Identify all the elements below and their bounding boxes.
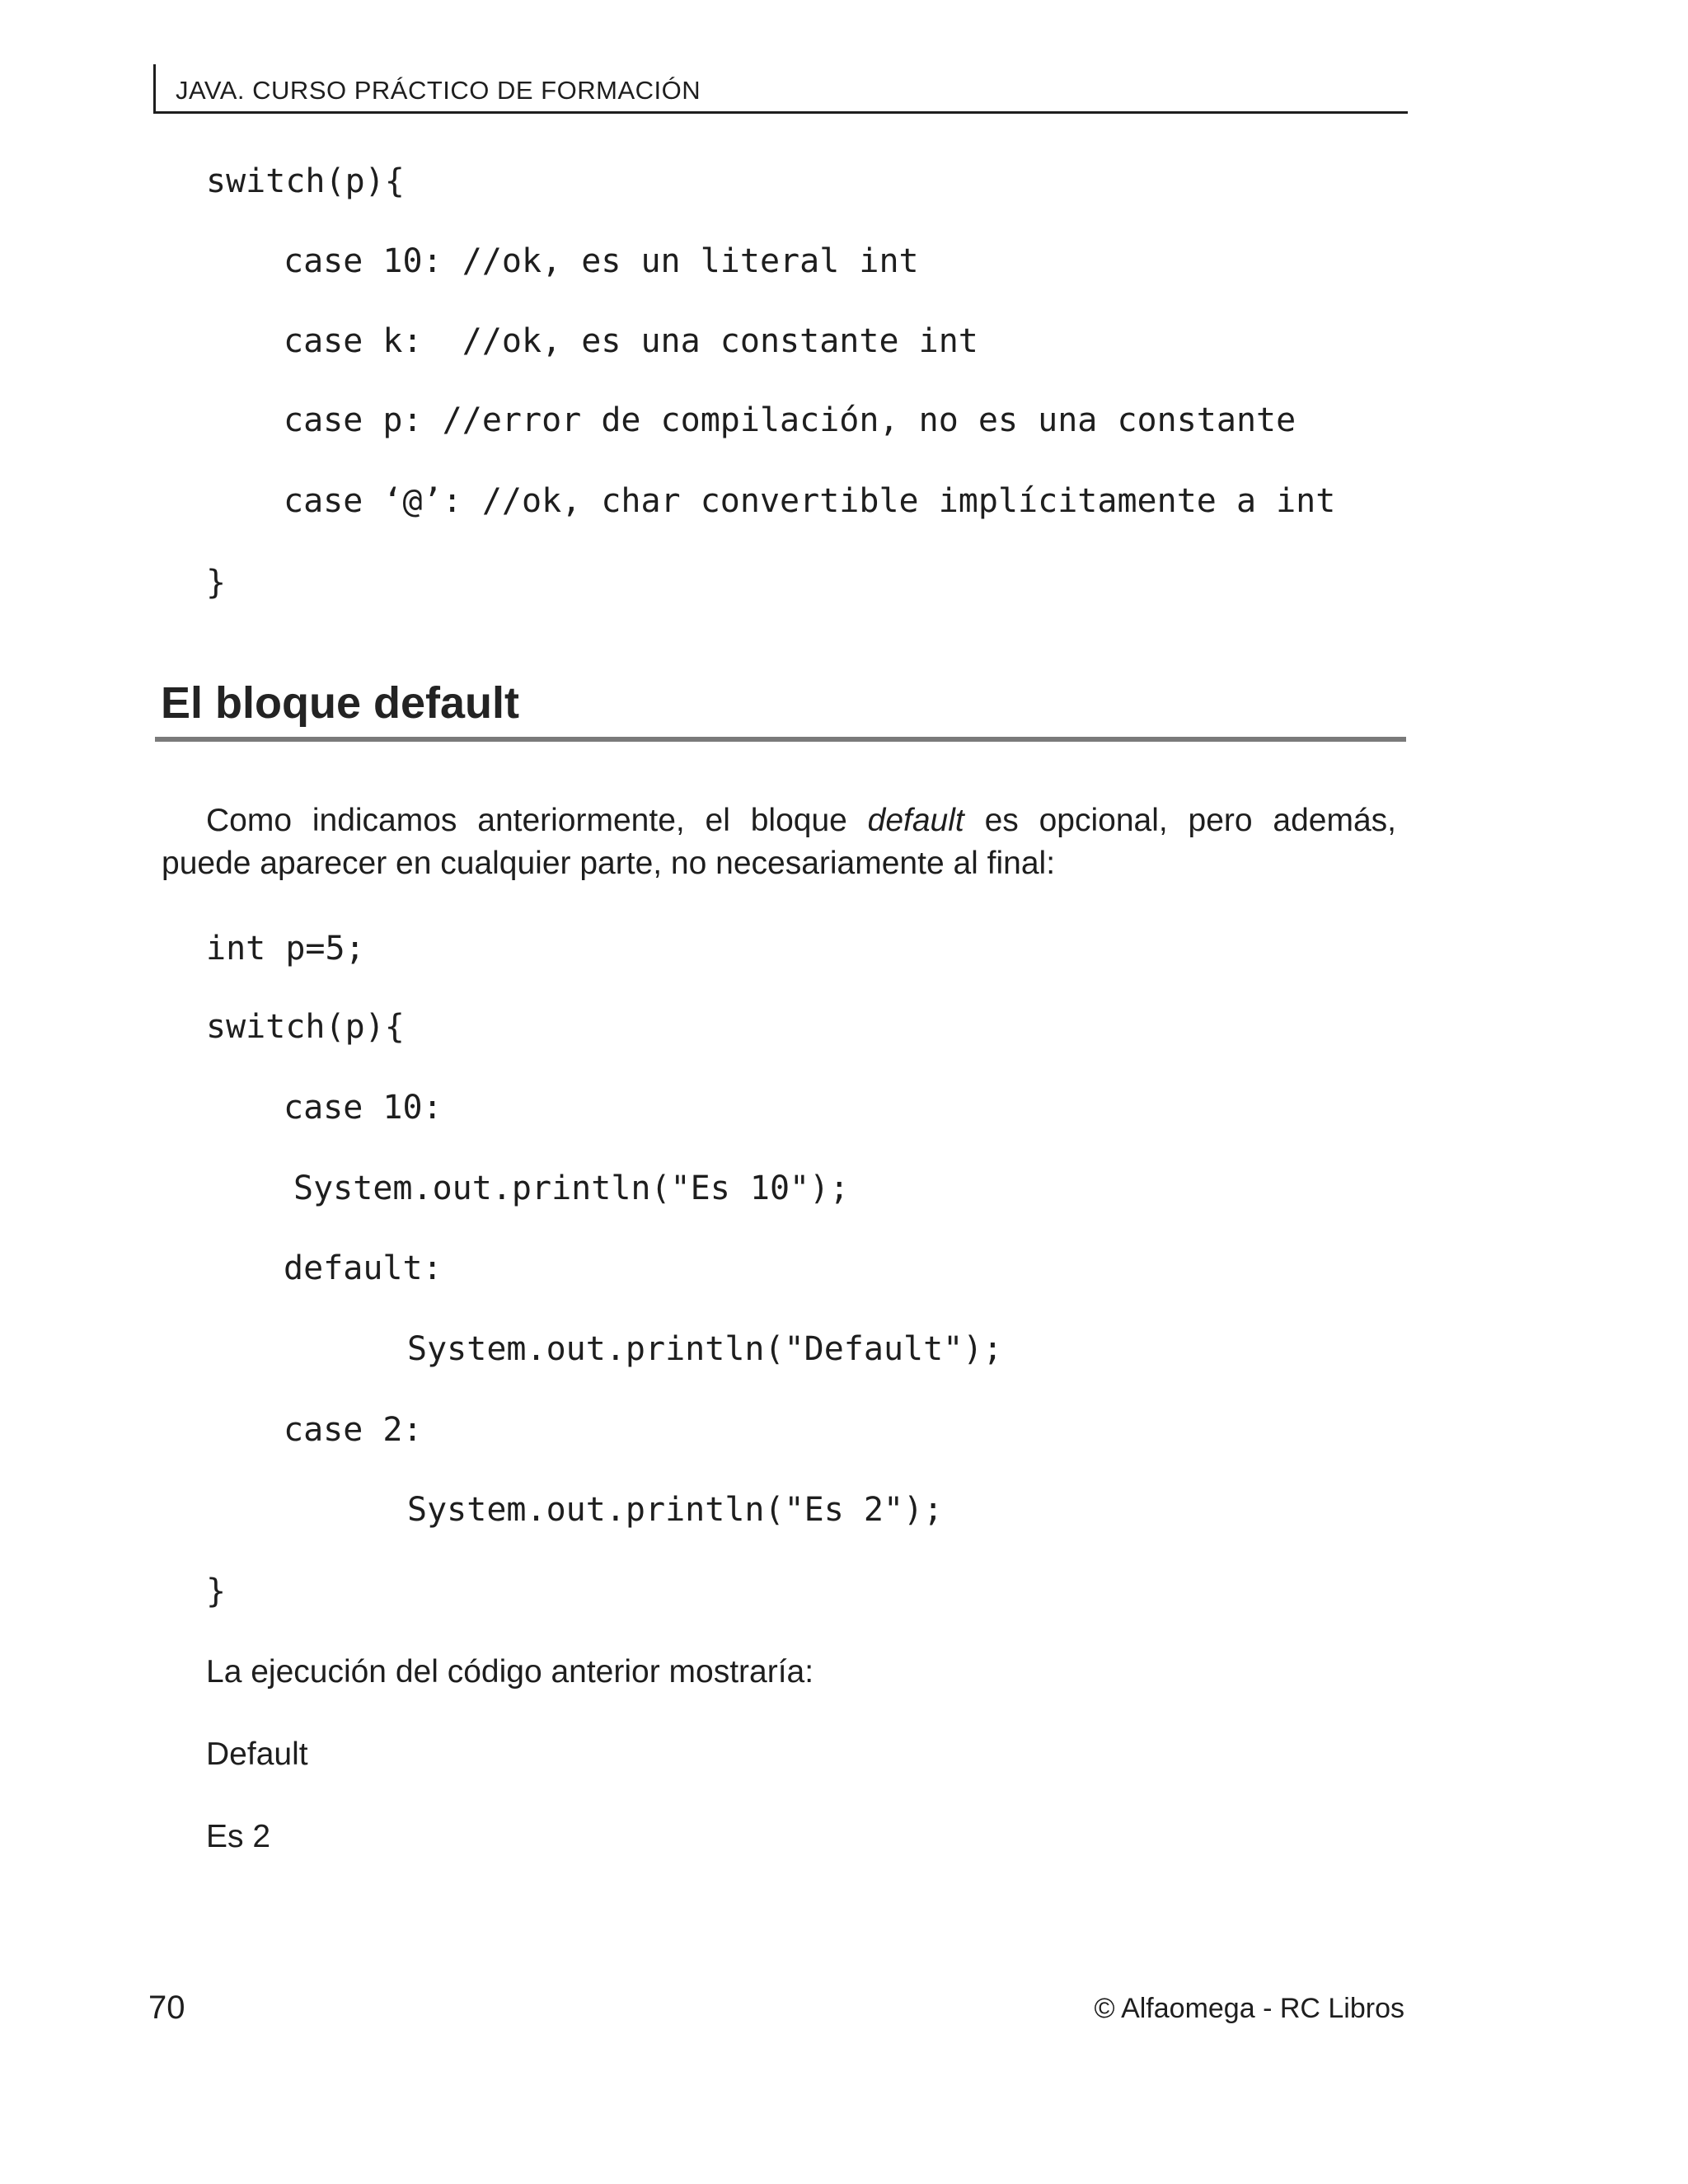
- paragraph-line-1: [162, 799, 1396, 842]
- running-title: JAVA. CURSO PRÁCTICO DE FORMACIÓN: [176, 76, 701, 105]
- code-line: case k: //ok, es una constante int: [284, 322, 978, 360]
- code-line: case 10: //ok, es un literal int: [284, 242, 919, 280]
- code-line: case p: //error de compilación, no es una constante: [284, 401, 1296, 439]
- output-intro: La ejecución del código anterior mostraría:: [206, 1654, 814, 1690]
- code-line: int p=5;: [206, 930, 365, 968]
- body-paragraph: [162, 799, 1396, 885]
- paragraph-line-2: puede aparecer en cualquier parte, no necesariamente al final:: [162, 846, 1056, 881]
- code-line: case 2:: [284, 1411, 423, 1449]
- code-line: case ‘@’: //ok, char convertible implícitamente a int: [284, 482, 1336, 520]
- copyright-notice: © Alfaomega - RC Libros: [1094, 1993, 1404, 2024]
- code-line: System.out.println("Es 2");: [407, 1491, 944, 1529]
- code-line: System.out.println("Default");: [407, 1330, 1003, 1368]
- code-line: switch(p){: [206, 162, 405, 200]
- page-number: 70: [148, 1990, 185, 2026]
- code-line: }: [206, 1572, 227, 1610]
- running-header: [153, 64, 1408, 114]
- output-line: Default: [206, 1736, 308, 1772]
- code-line: System.out.println("Es 10");: [293, 1169, 850, 1207]
- code-line: case 10:: [284, 1089, 443, 1127]
- code-line: }: [206, 564, 227, 602]
- code-line: default:: [284, 1249, 443, 1287]
- heading-underline: [155, 737, 1406, 742]
- paragraph-text: es opcional, pero además,: [964, 803, 1396, 838]
- paragraph-italic-term: default: [867, 803, 964, 838]
- section-heading: El bloque default: [161, 678, 520, 728]
- output-line: Es 2: [206, 1819, 271, 1854]
- paragraph-text: Como indicamos anteriormente, el bloque: [206, 803, 868, 838]
- code-line: switch(p){: [206, 1008, 405, 1046]
